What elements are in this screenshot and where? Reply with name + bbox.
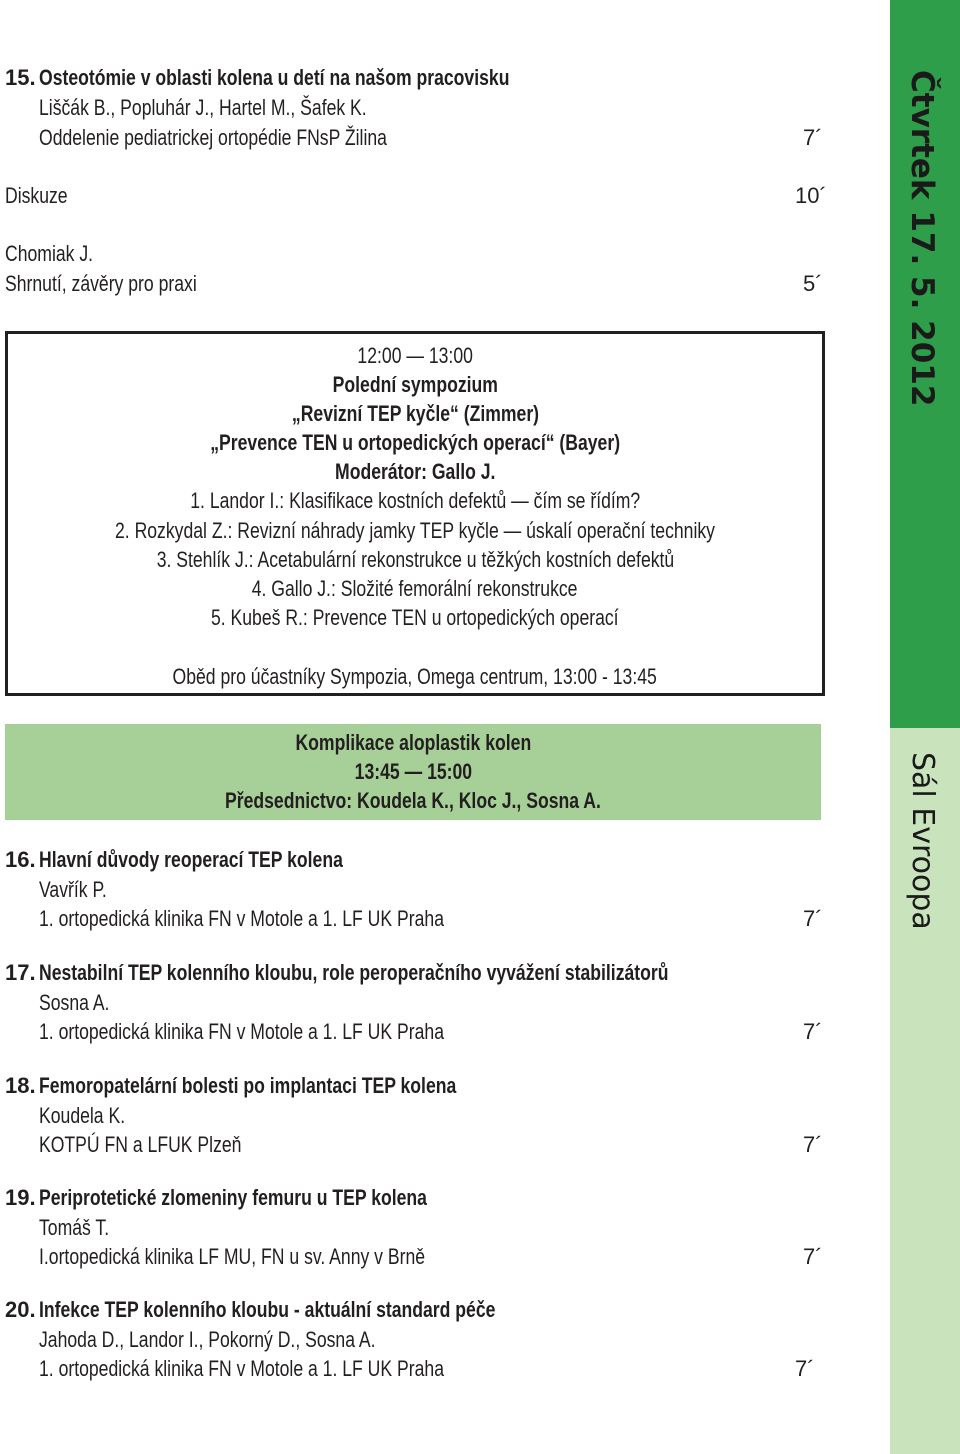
symposium-talk: 5. Kubeš R.: Prevence TEN u ortopedických operací [211, 605, 619, 630]
talk-title: Nestabilní TEP kolenního kloubu, role peroperačního vyvážení stabilizátorů [39, 960, 669, 985]
talk-duration: 7´ [803, 1019, 823, 1044]
talk-institution: KOTPÚ FN a LFUK Plzeň [39, 1132, 242, 1157]
symposium-topic-zimmer: „Revizní TEP kyčle“ (Zimmer) [291, 401, 539, 426]
discussion-duration: 10´ [795, 183, 827, 208]
item15-title-row [5, 64, 510, 92]
session-chairs: Předsednictvo: Koudela K., Kloc J., Sosna A. [225, 788, 601, 813]
symposium-talk: 1. Landor I.: Klasifikace kostních defektů — čím se řídím? [189, 488, 640, 513]
talk-authors: Sosna A. [39, 990, 110, 1015]
session-title: Komplikace aloplastik kolen [295, 730, 531, 755]
talk-duration: 7´ [803, 1244, 823, 1269]
symposium-talk: 4. Gallo J.: Složité femorální rekonstrukce [252, 576, 578, 601]
talk-institution: 1. ortopedická klinika FN v Motole a 1. LF UK Praha [39, 906, 444, 931]
session-time: 13:45 — 15:00 [354, 759, 472, 784]
talk-authors: Jahoda D., Landor I., Pokorný D., Sosna A. [39, 1327, 376, 1352]
item15-title: Osteotómie v oblasti kolena u detí na našom pracovisku [39, 65, 510, 90]
talk-duration: 7´ [795, 1356, 815, 1381]
talk-authors: Tomáš T. [39, 1215, 110, 1240]
talk-title: Hlavní důvody reoperací TEP kolena [39, 847, 343, 872]
symposium-box [5, 331, 825, 696]
talk-institution: I.ortopedická klinika LF MU, FN u sv. Anny v Brně [39, 1244, 426, 1269]
sidebar-date: Čtvrtek 17. 5. 2012 [904, 70, 940, 407]
symposium-lunch: Oběd pro účastníky Sympozia, Omega centrum, 13:00 - 13:45 [172, 664, 658, 689]
discussion-label: Diskuze [5, 183, 68, 208]
summary-duration: 5´ [803, 271, 823, 296]
talk-title: Femoropatelární bolesti po implantaci TEP kolena [39, 1073, 457, 1098]
talk-authors: Vavřík P. [39, 877, 107, 902]
talk-number: 18. [5, 1073, 36, 1098]
summary-label: Shrnutí, závěry pro praxi [5, 271, 197, 296]
symposium-moderator: Moderátor: Gallo J. [334, 459, 496, 484]
summary-author: Chomiak J. [5, 241, 94, 266]
symposium-title: Polední sympozium [332, 372, 498, 397]
talk-title: Infekce TEP kolenního kloubu - aktuální standard péče [39, 1297, 496, 1322]
talk-duration: 7´ [803, 1132, 823, 1157]
talk-number: 16. [5, 847, 36, 872]
sidebar-room: Sál Evroopa [905, 752, 940, 930]
session-header [5, 724, 821, 820]
symposium-talk: 2. Rozkydal Z.: Revizní náhrady jamky TEP kyčle — úskalí operační techniky [115, 518, 715, 543]
sidebar [890, 0, 960, 1454]
talk-authors: Koudela K. [39, 1103, 126, 1128]
talk-number: 17. [5, 960, 36, 985]
talk-duration: 7´ [803, 906, 823, 931]
item15-authors: Liščák B., Popluhár J., Hartel M., Šafek K. [39, 95, 367, 120]
talk-number: 19. [5, 1185, 36, 1210]
talk-institution: 1. ortopedická klinika FN v Motole a 1. LF UK Praha [39, 1019, 444, 1044]
symposium-time: 12:00 — 13:00 [357, 343, 473, 368]
talk-institution: 1. ortopedická klinika FN v Motole a 1. LF UK Praha [39, 1356, 444, 1381]
item15-number: 15. [5, 65, 36, 90]
item15-institution: Oddelenie pediatrickej ortopédie FNsP Žilina [39, 125, 387, 150]
talk-number: 20. [5, 1297, 36, 1322]
talk-title: Periprotetické zlomeniny femuru u TEP kolena [39, 1185, 427, 1210]
symposium-talk: 3. Stehlík J.: Acetabulární rekonstrukce u těžkých kostních defektů [156, 547, 674, 572]
item15-duration: 7´ [803, 125, 823, 150]
symposium-topic-bayer: „Prevence TEN u ortopedických operací“ (Bayer) [210, 430, 620, 455]
